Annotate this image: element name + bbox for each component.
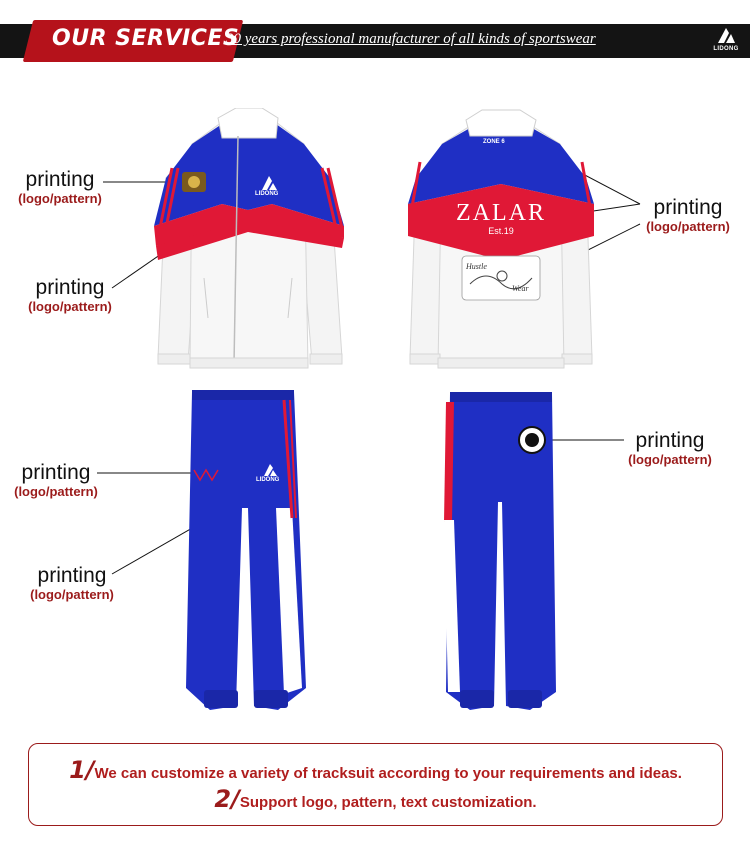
back-jacket-est-text: Est.19	[488, 226, 514, 236]
callout-front-pants-logo	[26, 565, 118, 603]
back-pants	[442, 392, 560, 714]
info-line-1	[29, 756, 722, 784]
header-tagline: 30 years professional manufacturer of all kinds of sportswear	[226, 31, 596, 47]
customization-info-box	[28, 743, 723, 826]
callout-subtitle: (logo/pattern)	[28, 299, 112, 314]
callout-subtitle: (logo/pattern)	[30, 587, 114, 602]
callout-subtitle: (logo/pattern)	[14, 484, 98, 499]
header-title: OUR SERVICES	[52, 26, 240, 51]
brand-logo-text: LIDONG	[713, 46, 739, 52]
callout-title: printing	[25, 168, 95, 191]
info-text: We can customize a variety of tracksuit according to your requirements and ideas.	[94, 765, 682, 782]
callout-subtitle: (logo/pattern)	[646, 219, 730, 234]
callout-title: printing	[653, 196, 723, 219]
callout-subtitle: (logo/pattern)	[18, 191, 102, 206]
back-jacket-graphic-right: Wear	[512, 284, 529, 293]
callout-title: printing	[635, 429, 705, 452]
front-pants	[180, 388, 312, 714]
callout-title: printing	[35, 276, 105, 299]
info-line-2	[29, 785, 722, 813]
back-jacket-print-text: ZALAR	[456, 200, 546, 226]
info-number: 1/	[69, 756, 95, 784]
callout-front-jacket-chest	[14, 169, 106, 207]
callout-front-pants-side	[10, 462, 102, 500]
front-pants-brand: LIDONG	[256, 477, 280, 483]
back-jacket-collar-text: ZONE 6	[483, 139, 505, 145]
front-jacket-brand: LIDONG	[255, 191, 279, 197]
back-jacket-graphic-left: Hustle	[466, 262, 487, 271]
callout-back-jacket	[642, 197, 734, 235]
info-number: 2/	[214, 785, 240, 813]
front-jacket	[152, 108, 348, 372]
callout-front-jacket-body	[24, 277, 116, 315]
callout-back-pants	[624, 430, 716, 468]
back-jacket	[406, 108, 596, 372]
callout-title: printing	[37, 564, 107, 587]
callout-subtitle: (logo/pattern)	[628, 452, 712, 467]
callout-title: printing	[21, 461, 91, 484]
info-text: Support logo, pattern, text customization.	[239, 794, 537, 811]
